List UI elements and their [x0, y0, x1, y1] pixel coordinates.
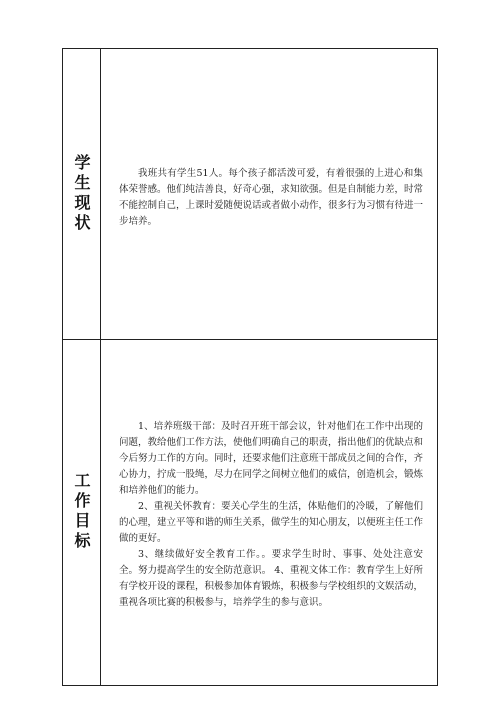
- goal-item-safety-and-sports: 3、继续做好安全教育工作。。要求学生时时、事事、处处注意安全。努力提高学生的安全防范意识。 4、重视文体工作：教育学生上好所有学校开设的课程，积极参加体育锻炼，积极参与学校组织的文娱活动，重视各项比赛的积极参与，培养学生的参与意识。: [119, 549, 424, 608]
- goal-item-cadre-training: 1、培养班级干部：及时召开班干部会议，针对他们在工作中出现的问题，教给他们工作方法，使他们明确自己的职责，指出他们的优缺点和今后努力工作的方向。同时，还要求他们注意班干部成员之间的合作，齐心协力，拧成一股绳，尽力在同学之间树立他们的威信，创造机会，锻炼和培养他们的能力。: [119, 421, 424, 496]
- student-status-text: 我班共有学生51人。每个孩子都活泼可爱，有着很强的上进心和集体荣誉感。他们纯洁善良，好奇心强，求知欲强。但是自制能力差，时常不能控制自己，上课时爱随便说话或者做小动作，很多行为习惯有待进一步培养。: [119, 168, 424, 227]
- plan-table: [62, 48, 438, 686]
- work-goals-row: [63, 339, 437, 685]
- student-status-label: 学生现状: [72, 154, 91, 234]
- student-status-row: [63, 49, 437, 340]
- student-status-label-cell: [63, 49, 101, 339]
- work-goals-label: 工作目标: [72, 472, 91, 552]
- work-goals-label-cell: [63, 339, 101, 685]
- student-status-content-cell: [101, 49, 437, 339]
- work-goals-list: [119, 419, 423, 611]
- goal-item-care-education: 2、重视关怀教育：要关心学生的生活，体贴他们的冷暖，了解他们的心理，建立平等和谐的师生关系，做学生的知心朋友，以便班主任工作做的更好。: [119, 501, 424, 544]
- work-goals-content-cell: [101, 339, 437, 685]
